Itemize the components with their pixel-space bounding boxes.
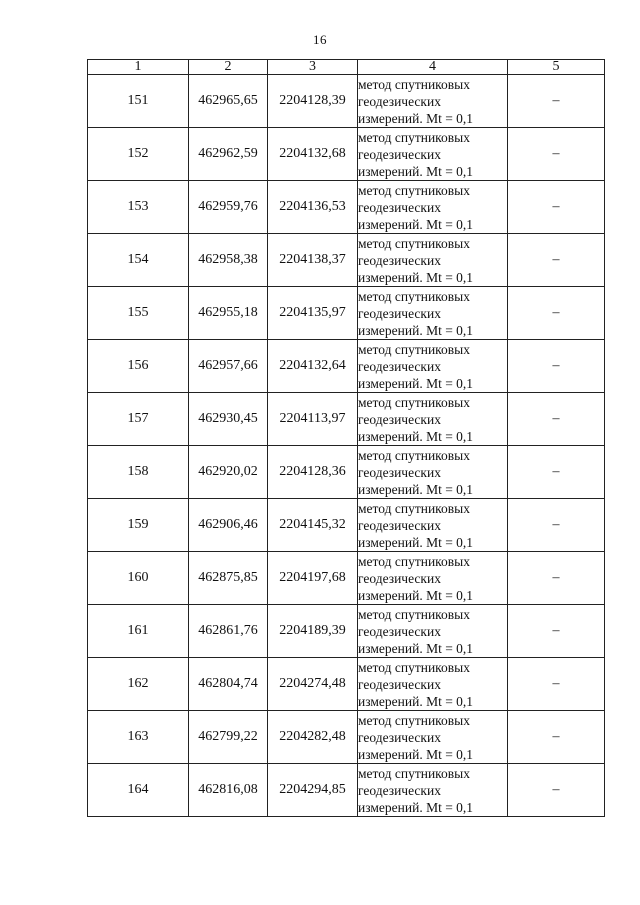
method-cell	[358, 605, 508, 658]
method-cell	[358, 393, 508, 446]
point-number-cell: 151	[88, 75, 189, 128]
table-row	[88, 446, 605, 499]
method-text-line: метод спутниковых	[358, 765, 470, 781]
note-cell: –	[508, 234, 605, 287]
method-text-line: измерений. Mt = 0,1	[358, 693, 474, 709]
note-cell: –	[508, 552, 605, 605]
method-text-line: метод спутниковых	[358, 659, 470, 675]
method-cell	[358, 181, 508, 234]
point-number-cell: 156	[88, 340, 189, 393]
table-header	[88, 60, 605, 75]
table-row	[88, 75, 605, 128]
method-text-line: метод спутниковых	[358, 553, 470, 569]
table-row	[88, 287, 605, 340]
header-col-4: 4	[358, 60, 508, 75]
x-coordinate-cell: 462906,46	[189, 499, 268, 552]
table-row	[88, 340, 605, 393]
point-number-cell: 158	[88, 446, 189, 499]
method-cell	[358, 499, 508, 552]
header-row	[88, 60, 605, 75]
point-number-cell: 163	[88, 711, 189, 764]
method-text-line: геодезических	[358, 570, 441, 586]
y-coordinate-cell: 2204294,85	[268, 764, 358, 817]
y-coordinate-cell: 2204135,97	[268, 287, 358, 340]
point-number-cell: 159	[88, 499, 189, 552]
method-text-line: измерений. Mt = 0,1	[358, 799, 474, 815]
method-text-line: метод спутниковых	[358, 341, 470, 357]
y-coordinate-cell: 2204282,48	[268, 711, 358, 764]
x-coordinate-cell: 462959,76	[189, 181, 268, 234]
y-coordinate-cell: 2204145,32	[268, 499, 358, 552]
note-cell: –	[508, 128, 605, 181]
method-text-line: метод спутниковых	[358, 129, 470, 145]
point-number-cell: 155	[88, 287, 189, 340]
point-number-cell: 162	[88, 658, 189, 711]
method-cell	[358, 340, 508, 393]
x-coordinate-cell: 462958,38	[189, 234, 268, 287]
method-cell	[358, 128, 508, 181]
method-text-line: метод спутниковых	[358, 606, 470, 622]
method-text-line: метод спутниковых	[358, 447, 470, 463]
method-text-line: геодезических	[358, 199, 441, 215]
method-text-line: геодезических	[358, 305, 441, 321]
header-col-2: 2	[189, 60, 268, 75]
table-row	[88, 711, 605, 764]
method-text-line: геодезических	[358, 517, 441, 533]
header-col-3: 3	[268, 60, 358, 75]
x-coordinate-cell: 462861,76	[189, 605, 268, 658]
method-text-line: измерений. Mt = 0,1	[358, 322, 474, 338]
method-text-line: метод спутниковых	[358, 394, 470, 410]
table-row	[88, 499, 605, 552]
method-text-line: измерений. Mt = 0,1	[358, 534, 474, 550]
method-text-line: геодезических	[358, 464, 441, 480]
x-coordinate-cell: 462804,74	[189, 658, 268, 711]
table-row	[88, 552, 605, 605]
method-text-line: геодезических	[358, 623, 441, 639]
method-cell	[358, 552, 508, 605]
y-coordinate-cell: 2204128,36	[268, 446, 358, 499]
note-cell: –	[508, 75, 605, 128]
method-text-line: метод спутниковых	[358, 76, 470, 92]
note-cell: –	[508, 340, 605, 393]
y-coordinate-cell: 2204189,39	[268, 605, 358, 658]
method-text-line: измерений. Mt = 0,1	[358, 428, 474, 444]
note-cell: –	[508, 764, 605, 817]
header-col-5: 5	[508, 60, 605, 75]
method-text-line: геодезических	[358, 252, 441, 268]
y-coordinate-cell: 2204138,37	[268, 234, 358, 287]
method-cell	[358, 764, 508, 817]
x-coordinate-cell: 462799,22	[189, 711, 268, 764]
point-number-cell: 160	[88, 552, 189, 605]
method-text-line: геодезических	[358, 146, 441, 162]
coordinates-table	[87, 59, 605, 817]
point-number-cell: 164	[88, 764, 189, 817]
x-coordinate-cell: 462957,66	[189, 340, 268, 393]
method-text-line: геодезических	[358, 782, 441, 798]
note-cell: –	[508, 181, 605, 234]
method-text-line: геодезических	[358, 676, 441, 692]
x-coordinate-cell: 462955,18	[189, 287, 268, 340]
y-coordinate-cell: 2204132,64	[268, 340, 358, 393]
header-col-1: 1	[88, 60, 189, 75]
y-coordinate-cell: 2204274,48	[268, 658, 358, 711]
x-coordinate-cell: 462875,85	[189, 552, 268, 605]
method-cell	[358, 711, 508, 764]
x-coordinate-cell: 462965,65	[189, 75, 268, 128]
table-row	[88, 234, 605, 287]
method-text-line: измерений. Mt = 0,1	[358, 110, 474, 126]
y-coordinate-cell: 2204136,53	[268, 181, 358, 234]
table-body	[88, 75, 605, 817]
method-text-line: метод спутниковых	[358, 288, 470, 304]
method-text-line: измерений. Mt = 0,1	[358, 163, 474, 179]
table-row	[88, 393, 605, 446]
note-cell: –	[508, 287, 605, 340]
note-cell: –	[508, 711, 605, 764]
page-number: 16	[313, 32, 327, 47]
method-text-line: геодезических	[358, 358, 441, 374]
method-text-line: измерений. Mt = 0,1	[358, 216, 474, 232]
note-cell: –	[508, 446, 605, 499]
y-coordinate-cell: 2204113,97	[268, 393, 358, 446]
table-row	[88, 128, 605, 181]
x-coordinate-cell: 462920,02	[189, 446, 268, 499]
note-cell: –	[508, 605, 605, 658]
x-coordinate-cell: 462816,08	[189, 764, 268, 817]
method-text-line: измерений. Mt = 0,1	[358, 746, 474, 762]
y-coordinate-cell: 2204132,68	[268, 128, 358, 181]
note-cell: –	[508, 658, 605, 711]
point-number-cell: 157	[88, 393, 189, 446]
method-text-line: измерений. Mt = 0,1	[358, 481, 474, 497]
point-number-cell: 161	[88, 605, 189, 658]
table-row	[88, 658, 605, 711]
y-coordinate-cell: 2204128,39	[268, 75, 358, 128]
table-row	[88, 181, 605, 234]
table-row	[88, 764, 605, 817]
method-cell	[358, 446, 508, 499]
point-number-cell: 153	[88, 181, 189, 234]
method-text-line: геодезических	[358, 729, 441, 745]
method-text-line: измерений. Mt = 0,1	[358, 269, 474, 285]
note-cell: –	[508, 499, 605, 552]
method-cell	[358, 234, 508, 287]
method-cell	[358, 75, 508, 128]
x-coordinate-cell: 462930,45	[189, 393, 268, 446]
method-text-line: метод спутниковых	[358, 235, 470, 251]
method-text-line: метод спутниковых	[358, 500, 470, 516]
method-text-line: метод спутниковых	[358, 712, 470, 728]
method-text-line: геодезических	[358, 411, 441, 427]
method-text-line: геодезических	[358, 93, 441, 109]
point-number-cell: 152	[88, 128, 189, 181]
point-number-cell: 154	[88, 234, 189, 287]
method-text-line: метод спутниковых	[358, 182, 470, 198]
x-coordinate-cell: 462962,59	[189, 128, 268, 181]
method-cell	[358, 287, 508, 340]
y-coordinate-cell: 2204197,68	[268, 552, 358, 605]
note-cell: –	[508, 393, 605, 446]
method-text-line: измерений. Mt = 0,1	[358, 375, 474, 391]
method-text-line: измерений. Mt = 0,1	[358, 587, 474, 603]
method-cell	[358, 658, 508, 711]
method-text-line: измерений. Mt = 0,1	[358, 640, 474, 656]
table-row	[88, 605, 605, 658]
